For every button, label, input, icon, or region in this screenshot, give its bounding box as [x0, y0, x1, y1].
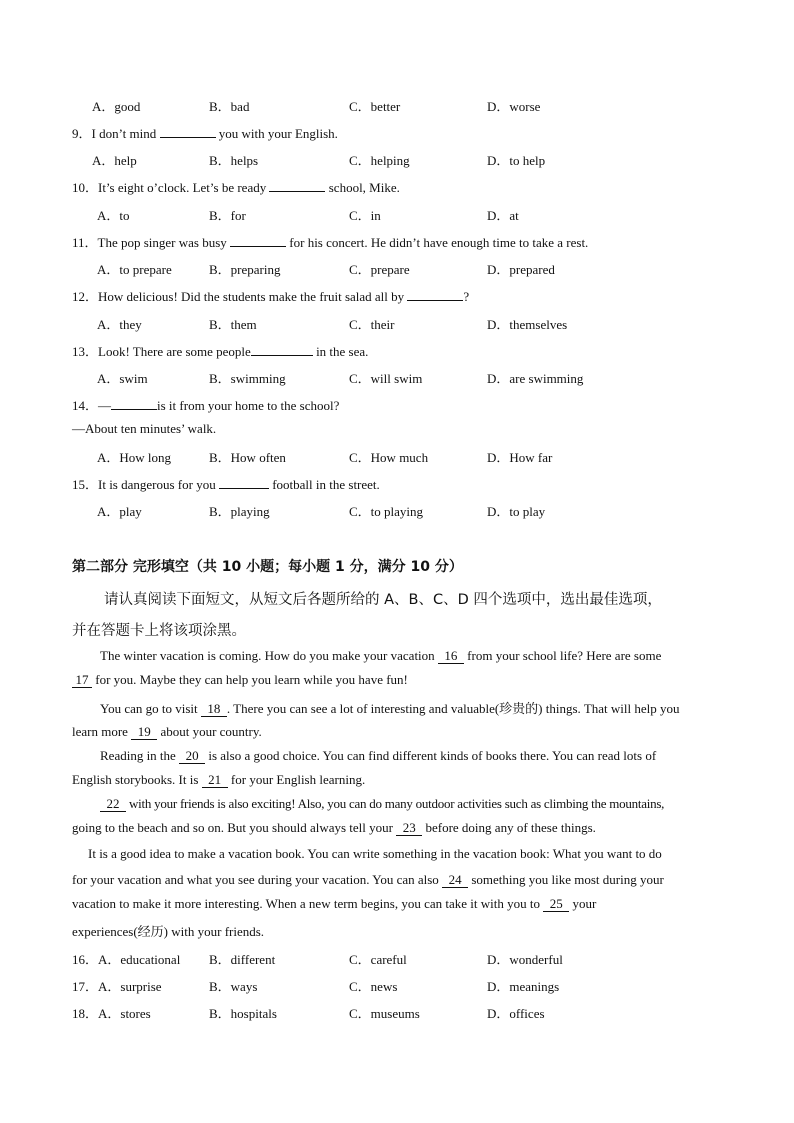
q18-option-d: D．offices — [487, 1006, 545, 1021]
q13-option-c: C．will swim — [349, 371, 423, 386]
passage-text: You can go to visit — [100, 701, 201, 716]
passage-text: for your English learning. — [227, 772, 366, 787]
q18-option-b: B．hospitals — [209, 1006, 277, 1021]
q12-stem-post: ? — [463, 289, 470, 304]
q14-stem-post: is it from your home to the school? — [157, 398, 340, 413]
q10-blank — [269, 179, 325, 192]
q14-blank — [111, 397, 157, 410]
q9-option-a: A．help — [92, 153, 137, 168]
q15-option-a: A．play — [97, 504, 142, 519]
q10-stem — [72, 177, 400, 196]
q8-option-a: A．good — [92, 99, 141, 114]
passage-text: English storybooks. It is — [72, 772, 202, 787]
q11-option-b: B．preparing — [209, 262, 281, 277]
q15-stem — [72, 474, 380, 493]
q9-option-c: C．helping — [349, 153, 410, 168]
passage-text: Reading in the — [100, 748, 180, 763]
passage-text: learn more — [72, 724, 132, 739]
q9-option-b: B．helps — [209, 153, 259, 168]
q9-blank — [160, 125, 216, 138]
q14-option-d: D．How far — [487, 450, 553, 465]
passage-p4-line1 — [100, 796, 664, 812]
q12-option-d: D．themselves — [487, 317, 568, 332]
q11-stem-pre: 11．The pop singer was busy — [72, 235, 231, 250]
q13-stem — [72, 341, 368, 360]
passage-text: from your school life? Here are some — [463, 648, 662, 663]
q9-option-d: D．to help — [487, 153, 546, 168]
q13-blank — [251, 343, 313, 356]
passage-p3-line2 — [72, 772, 365, 788]
blank-21: 21 — [202, 773, 228, 788]
q13-option-d: D．are swimming — [487, 371, 584, 386]
passage-p5-line3 — [72, 896, 596, 912]
q10-option-a: A．to — [97, 208, 130, 223]
q18-option-c: C．museums — [349, 1006, 420, 1021]
q12-stem-pre: 12．How delicious! Did the students make the fruit salad all by — [72, 289, 408, 304]
passage-p1-line1 — [100, 648, 661, 664]
blank-24: 24 — [442, 873, 468, 888]
passage-p5-line2 — [72, 872, 664, 888]
passage-text: with your friends is also exciting! Also, you can do many outdoor activities such as climbing the mountains, — [126, 796, 665, 811]
q18-option-a: 18．A．stores — [72, 1006, 151, 1021]
q17-option-a: 17．A．surprise — [72, 979, 162, 994]
blank-17: 17 — [72, 673, 92, 688]
blank-20: 20 — [179, 749, 205, 764]
blank-18: 18 — [201, 702, 227, 717]
passage-text: . There you can see a lot of interesting and valuable(珍贵的) things. That will help you — [226, 701, 680, 716]
passage-text: going to the beach and so on. But you should always tell your — [72, 820, 397, 835]
q14-option-a: A．How long — [97, 450, 172, 465]
q16-option-c: C．careful — [349, 952, 407, 967]
passage-text: before doing any of these things. — [422, 820, 596, 835]
blank-22: 22 — [100, 797, 126, 812]
q13-option-a: A．swim — [97, 371, 148, 386]
q11-stem-post: for his concert. He didn’t have enough time to take a rest. — [286, 235, 589, 250]
q11-blank — [230, 234, 286, 247]
blank-23: 23 — [396, 821, 422, 836]
q17-option-d: D．meanings — [487, 979, 560, 994]
passage-text: for your vacation and what you see during your vacation. You can also — [72, 872, 443, 887]
passage-p1-line2 — [72, 672, 408, 688]
q9-stem-pre: 9．I don’t mind — [72, 126, 160, 141]
q13-stem-pre: 13．Look! There are some people — [72, 344, 251, 359]
blank-19: 19 — [131, 725, 157, 740]
q10-option-d: D．at — [487, 208, 519, 223]
q13-stem-post: in the sea. — [312, 344, 369, 359]
q16-option-b: B．different — [209, 952, 276, 967]
q15-option-c: C．to playing — [349, 504, 424, 519]
passage-text: The winter vacation is coming. How do you make your vacation — [100, 648, 438, 663]
part2-instruction-line2: 并在答题卡上将该项涂黑。 — [72, 623, 246, 639]
part2-instruction-line1: 请认真阅读下面短文，从短文后各题所给的 A、B、C、D 四个选项中，选出最佳选项， — [104, 592, 662, 608]
part2-heading: 第二部分 完形填空（共 10 小题；每小题 1 分，满分 10 分） — [72, 559, 463, 575]
q11-option-d: D．prepared — [487, 262, 555, 277]
passage-p5-line1: It is a good idea to make a vacation book. You can write something in the vacation book: What you want to do — [88, 846, 662, 861]
q16-option-a: 16．A．educational — [72, 952, 181, 967]
q8-option-b: B．bad — [209, 99, 250, 114]
q12-blank — [407, 288, 463, 301]
q8-option-c: C．better — [349, 99, 401, 114]
passage-p2-line1 — [100, 698, 680, 717]
passage-text: about your country. — [157, 724, 262, 739]
q9-stem-post: you with your English. — [215, 126, 338, 141]
passage-p4-line2 — [72, 820, 596, 836]
q13-option-b: B．swimming — [209, 371, 286, 386]
q15-option-d: D．to play — [487, 504, 546, 519]
q14-option-c: C．How much — [349, 450, 429, 465]
q10-option-c: C．in — [349, 208, 381, 223]
q10-stem-post: school, Mike. — [325, 180, 400, 195]
q15-stem-post: football in the street. — [268, 477, 380, 492]
q12-option-a: A．they — [97, 317, 142, 332]
q17-option-c: C．news — [349, 979, 398, 994]
passage-p2-line2 — [72, 724, 262, 740]
passage-text: is also a good choice. You can find different kinds of books there. You can read lots of — [205, 748, 657, 763]
q12-option-b: B．them — [209, 317, 257, 332]
q11-option-a: A．to prepare — [97, 262, 172, 277]
passage-text: for you. Maybe they can help you learn while you have fun! — [92, 672, 408, 687]
q10-option-b: B．for — [209, 208, 246, 223]
q8-option-d: D．worse — [487, 99, 541, 114]
q9-stem — [72, 123, 338, 142]
q14-answer-line: —About ten minutes’ walk. — [72, 421, 217, 436]
blank-16: 16 — [438, 649, 464, 664]
q15-stem-pre: 15．It is dangerous for you — [72, 477, 219, 492]
passage-p5-line4: experiences(经历) with your friends. — [72, 924, 265, 939]
q11-option-c: C．prepare — [349, 262, 410, 277]
q11-stem — [72, 232, 588, 251]
q12-stem — [72, 286, 469, 305]
q17-option-b: B．ways — [209, 979, 258, 994]
q14-stem-pre: 14．— — [72, 398, 112, 413]
q10-stem-pre: 10．It’s eight o’clock. Let’s be ready — [72, 180, 270, 195]
q15-option-b: B．playing — [209, 504, 270, 519]
q14-option-b: B．How often — [209, 450, 286, 465]
passage-text: something you like most during your — [468, 872, 664, 887]
passage-text: vacation to make it more interesting. When a new term begins, you can take it with you to — [72, 896, 544, 911]
q14-stem — [72, 395, 339, 414]
blank-25: 25 — [543, 897, 569, 912]
q15-blank — [219, 476, 269, 489]
passage-p3-line1 — [100, 748, 656, 764]
passage-text: your — [569, 896, 597, 911]
q16-option-d: D．wonderful — [487, 952, 563, 967]
q12-option-c: C．their — [349, 317, 395, 332]
